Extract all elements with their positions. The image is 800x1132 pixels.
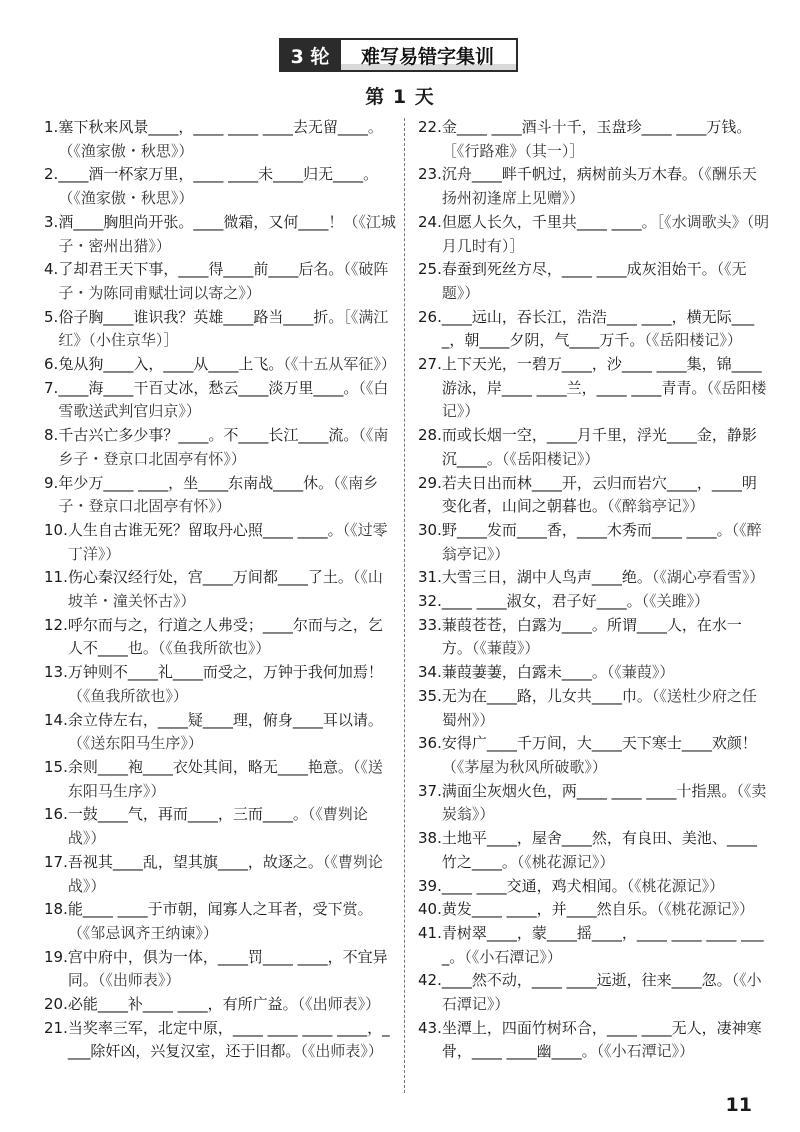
question-body: 千古兴亡多少事？____。不____长江____流。 (58, 426, 359, 445)
question-source: （《过零丁洋》） (67, 520, 388, 563)
question-body: ____ ____交通，鸡犬相闻。 (441, 876, 627, 895)
question-body: 余立侍左右，____疑____理，俯身____耳以请。 (67, 710, 383, 729)
question-source: （《岳阳楼记》） (644, 331, 742, 350)
question-text (68, 898, 396, 945)
question-item (44, 377, 396, 424)
question-text (68, 993, 396, 1017)
question-item (44, 756, 396, 803)
question-body: 兔从狗____入，____从____上飞。 (58, 355, 284, 374)
question-body: 沉舟____畔千帆过，病树前头万木春。 (441, 165, 697, 184)
question-item (44, 851, 396, 898)
question-item (418, 614, 770, 661)
question-number: 22. (418, 118, 442, 136)
column-divider (404, 118, 405, 1093)
question-text (442, 969, 770, 1016)
question-number: 11. (44, 568, 68, 587)
question-source: （《蒹葭》） (606, 663, 675, 682)
question-number: 33. (418, 615, 442, 634)
right-column (418, 116, 770, 1064)
question-number: 34. (418, 663, 442, 682)
question-item (44, 353, 396, 377)
question-source: （《江城子・密州出猎》） (58, 212, 396, 255)
question-item (44, 993, 396, 1017)
question-source: （《岳阳楼记》） (441, 378, 767, 421)
question-number: 6. (44, 355, 59, 374)
question-body: 金____ ____酒斗十千，玉盘珍____ ____万钱。 (441, 118, 752, 136)
question-source: ［《满江红》（小住京华）］ (58, 307, 389, 350)
question-item (418, 306, 770, 353)
left-column (44, 116, 396, 1064)
question-source: （《渔家傲・秋思》） (58, 141, 194, 160)
question-number: 23. (418, 165, 442, 184)
question-item (418, 116, 770, 163)
question-item (418, 163, 770, 210)
question-number: 15. (44, 757, 68, 776)
question-body: ____酒一杯家万里，____ ____未____归无____。 (58, 165, 379, 184)
question-source: （《鱼我所欲也》） (157, 639, 271, 658)
question-text (58, 163, 396, 210)
question-text (68, 566, 396, 613)
question-number: 25. (418, 260, 442, 279)
question-body: 若夫日出而林____开，云归而岩穴____，____明变化者，山间之朝暮也。 (441, 473, 757, 516)
question-number: 26. (418, 307, 442, 326)
question-item (44, 116, 396, 163)
question-source: （《送东阳马生序》） (67, 757, 383, 800)
question-text (58, 353, 396, 377)
question-number: 24. (418, 212, 442, 231)
question-text (442, 922, 770, 969)
question-source: （《邹忌讽齐王纳谏》） (67, 923, 218, 942)
question-number: 8. (44, 426, 59, 445)
question-source: （《桃花源记》） (626, 876, 725, 895)
question-number: 29. (418, 473, 442, 492)
question-item (44, 566, 396, 613)
question-source: ［《行路难》（其一）］ (441, 141, 585, 160)
question-item (44, 519, 396, 566)
question-body: 黄发____ ____，并____然自乐。 (441, 900, 657, 919)
question-item (44, 898, 396, 945)
question-body: 年少万____ ____，坐____东南战____休。 (58, 473, 334, 492)
question-source: （《破阵子・为陈同甫赋壮词以寄之》） (58, 260, 389, 302)
question-source: （《蒹葭》） (471, 639, 540, 658)
question-source: （《出师表》） (297, 995, 381, 1014)
question-number: 10. (44, 520, 68, 539)
question-body: 余则____袍____衣处其间，略无____艳意。 (67, 757, 353, 776)
question-source: （《醉翁亭记》） (606, 497, 705, 516)
question-number: 32. (418, 592, 442, 611)
question-item (44, 258, 396, 305)
question-source: （《渔家傲・秋思》） (58, 189, 194, 208)
question-number: 30. (418, 520, 442, 539)
question-body: 必能____补____ ____，有所广益。 (67, 995, 298, 1014)
question-source: （《桃花源记》） (656, 900, 755, 919)
question-item (418, 661, 770, 685)
question-number: 13. (44, 663, 68, 682)
question-source: （《无题》） (441, 260, 747, 302)
question-source: （《白雪歌送武判官归京》） (58, 378, 389, 421)
question-text (442, 566, 770, 590)
question-source: （《小石潭记》） (596, 1042, 695, 1061)
question-text (68, 519, 396, 566)
question-number: 38. (418, 829, 442, 848)
question-number: 12. (44, 615, 68, 634)
question-item (418, 922, 770, 969)
question-number: 42. (418, 971, 442, 990)
round-header (279, 38, 518, 72)
question-item (418, 1017, 770, 1064)
question-source: （《桃花源记》） (516, 852, 615, 871)
question-number: 20. (44, 995, 68, 1014)
question-text (68, 709, 396, 756)
question-source: （《茅屋为秋风所破歌》） (441, 757, 607, 776)
question-body: 吾视其____乱，望其旗____，故逐之。 (67, 852, 323, 871)
question-text (58, 377, 396, 424)
question-source: （《湖心亭看雪》） (651, 568, 765, 587)
question-body: 蒹葭苍苍，白露为____。所谓____人，在水一方。 (441, 615, 742, 658)
question-body: ____海____干百丈冰，愁云____淡万里____。 (58, 378, 359, 397)
question-body: 酒____胸胆尚开张。____微霜，又何____！ (58, 212, 344, 231)
question-body: ____远山，吞长江，浩浩____ ____，横无际____，朝____夕阴，气____万千。 (441, 307, 755, 350)
question-body: 满面尘灰烟火色，两____ ____ ____十指黑。 (441, 781, 737, 800)
question-body: 但愿人长久，千里共____ ____。 (441, 212, 657, 231)
question-number: 27. (418, 355, 442, 374)
question-body: 了却君王天下事，____得____前____后名。 (58, 260, 344, 279)
question-item (44, 306, 396, 353)
question-item (418, 780, 770, 827)
question-text (58, 424, 396, 471)
question-text (58, 472, 396, 519)
question-number: 35. (418, 686, 442, 705)
page-number: 11 (725, 1094, 752, 1116)
question-body: 蒹葭萋萋，白露未____。 (441, 663, 607, 682)
question-source: （《曹刿论战》） (67, 805, 368, 848)
question-source: （《曹刿论战》） (67, 852, 383, 895)
question-source: （《酬乐天扬州初逢席上见赠》） (441, 165, 757, 208)
question-number: 21. (44, 1018, 68, 1037)
day-title: 第 1 天 (365, 86, 435, 108)
question-text (58, 116, 396, 163)
question-item (44, 803, 396, 850)
question-item (44, 163, 396, 210)
question-item (44, 211, 396, 258)
question-text (442, 590, 770, 614)
question-body: 坐潭上，四面竹树环合，____ ____无人，凄神寒骨，____ ____幽____。 (441, 1018, 762, 1061)
question-body: 塞下秋来风景____，____ ____ ____去无留____。 (58, 118, 383, 136)
question-item (418, 969, 770, 1016)
question-item (418, 258, 770, 305)
question-text (442, 898, 770, 922)
question-item (44, 1017, 396, 1064)
question-item (44, 424, 396, 471)
question-number: 36. (418, 734, 442, 753)
question-item (418, 685, 770, 732)
question-item (44, 946, 396, 993)
question-item (418, 424, 770, 471)
question-body: ____ ____淑女，君子好____。 (441, 592, 642, 611)
question-item (418, 590, 770, 614)
question-item (418, 898, 770, 922)
question-body: 大雪三日，湖中人鸟声____绝。 (441, 568, 652, 587)
question-number: 5. (44, 307, 59, 326)
question-text (442, 875, 770, 899)
question-body: 安得广____千万间，大____天下寒士____欢颜！ (441, 734, 757, 753)
question-text (68, 803, 396, 850)
question-text (442, 1017, 770, 1064)
question-text (58, 211, 396, 258)
question-source: （《小石潭记》） (464, 947, 562, 966)
question-body: ____然不动，____ ____远逝，往来____忽。 (441, 971, 732, 990)
question-number: 16. (44, 805, 68, 824)
question-text (442, 685, 770, 732)
question-text (68, 946, 396, 993)
question-item (44, 661, 396, 708)
question-text (442, 306, 770, 353)
question-number: 7. (44, 378, 59, 397)
question-number: 14. (44, 710, 68, 729)
question-body: 青树翠____，蒙____摇____，____ ____ ____ ____。 (441, 923, 764, 966)
question-text (442, 827, 770, 874)
question-item (418, 875, 770, 899)
question-body: 伤心秦汉经行处，宫____万间都____了土。 (67, 568, 353, 587)
question-number: 18. (44, 900, 68, 919)
question-body: 宫中府中，俱为一体，____罚____ ____，不宜异同。 (67, 947, 388, 990)
question-text (442, 732, 770, 779)
question-item (418, 353, 770, 424)
question-source: （《岳阳楼记》） (501, 449, 600, 468)
question-item (44, 709, 396, 756)
question-source: ［《水调歌头》（明月几时有）］ (441, 212, 770, 255)
question-source: （《卖炭翁》） (441, 781, 767, 824)
question-number: 43. (418, 1018, 442, 1037)
question-text (442, 519, 770, 566)
question-source: （《小石潭记》） (441, 971, 762, 1014)
question-body: 土地平____，屋舍____然，有良田、美池、____竹之____。 (441, 829, 757, 871)
question-number: 19. (44, 947, 68, 966)
question-item (418, 519, 770, 566)
question-text (442, 211, 770, 258)
question-text (442, 661, 770, 685)
question-item (418, 732, 770, 779)
question-body: 当奖率三军，北定中原，____ ____ ____ ____，____除奸凶，兴复汉室，还于旧都。 (67, 1018, 390, 1061)
question-item (418, 472, 770, 519)
question-number: 37. (418, 781, 442, 800)
question-source: （《鱼我所欲也》） (67, 686, 188, 705)
question-text (442, 780, 770, 827)
question-item (418, 211, 770, 258)
question-text (58, 306, 396, 353)
question-item (44, 614, 396, 661)
question-body: 野____发而____香，____木秀而____ ____。 (441, 520, 732, 539)
question-source: （《醉翁亭记》） (441, 520, 762, 563)
question-text (442, 116, 770, 163)
question-text (68, 614, 396, 661)
round-title: 难写易错字集训 (341, 38, 518, 72)
question-source: （《关雎》） (641, 592, 710, 611)
question-number: 9. (44, 473, 59, 492)
question-text (442, 353, 770, 424)
question-body: 俗子胸____谁识我？英雄____路当____折。 (58, 307, 344, 326)
question-body: 春蚕到死丝方尽，____ ____成灰泪始干。 (441, 260, 717, 279)
question-source: （《十五从军征》） (283, 355, 396, 374)
question-body: 上下天光，一碧万____，沙____ ____集，锦____游泳，岸____ ____兰，____ ____青青。 (441, 355, 762, 397)
question-text (442, 163, 770, 210)
question-body: 人生自古谁无死？留取丹心照____ ____。 (67, 520, 343, 539)
question-text (68, 1017, 396, 1064)
question-body: 一鼓____气，再而____，三而____。 (67, 805, 308, 824)
question-source: （《南乡子・登京口北固亭有怀》） (58, 473, 379, 516)
question-number: 41. (418, 923, 442, 942)
question-number: 4. (44, 260, 59, 279)
question-body: 能____ ____于市朝，闻寡人之耳者，受下赏。 (67, 900, 373, 919)
question-item (418, 566, 770, 590)
question-text (442, 258, 770, 305)
question-source: （《出师表》） (97, 971, 181, 990)
question-number: 1. (44, 118, 59, 136)
question-source: （《送杜少府之任蜀州》） (441, 686, 757, 729)
question-text (442, 614, 770, 661)
question-text (68, 851, 396, 898)
question-source: （《送东阳马生序》） (67, 734, 203, 753)
question-text (442, 472, 770, 519)
question-body: 而或长烟一空，____月千里，浮光____金，静影沉____。 (441, 426, 757, 468)
question-number: 31. (418, 568, 442, 587)
question-body: 呼尔而与之，行道之人弗受；____尔而与之，乞人不____也。 (67, 615, 383, 658)
question-text (58, 258, 396, 305)
question-text (442, 424, 770, 471)
question-text (68, 756, 396, 803)
question-number: 17. (44, 852, 68, 871)
question-number: 39. (418, 876, 442, 895)
question-item (418, 827, 770, 874)
question-item (44, 472, 396, 519)
question-number: 28. (418, 426, 442, 445)
question-source: （《山坡羊・潼关怀古》） (67, 568, 383, 611)
round-tag: 3 轮 (279, 38, 341, 72)
question-body: 无为在____路，儿女共____巾。 (441, 686, 652, 705)
question-source: （《出师表》） (300, 1042, 383, 1061)
question-body: 万钟则不____礼____而受之，万钟于我何加焉！ (67, 663, 383, 682)
question-number: 2. (44, 165, 59, 184)
question-number: 3. (44, 212, 59, 231)
question-source: （《南乡子・登京口北固亭有怀》） (58, 426, 389, 468)
question-number: 40. (418, 900, 442, 919)
question-text (68, 661, 396, 708)
